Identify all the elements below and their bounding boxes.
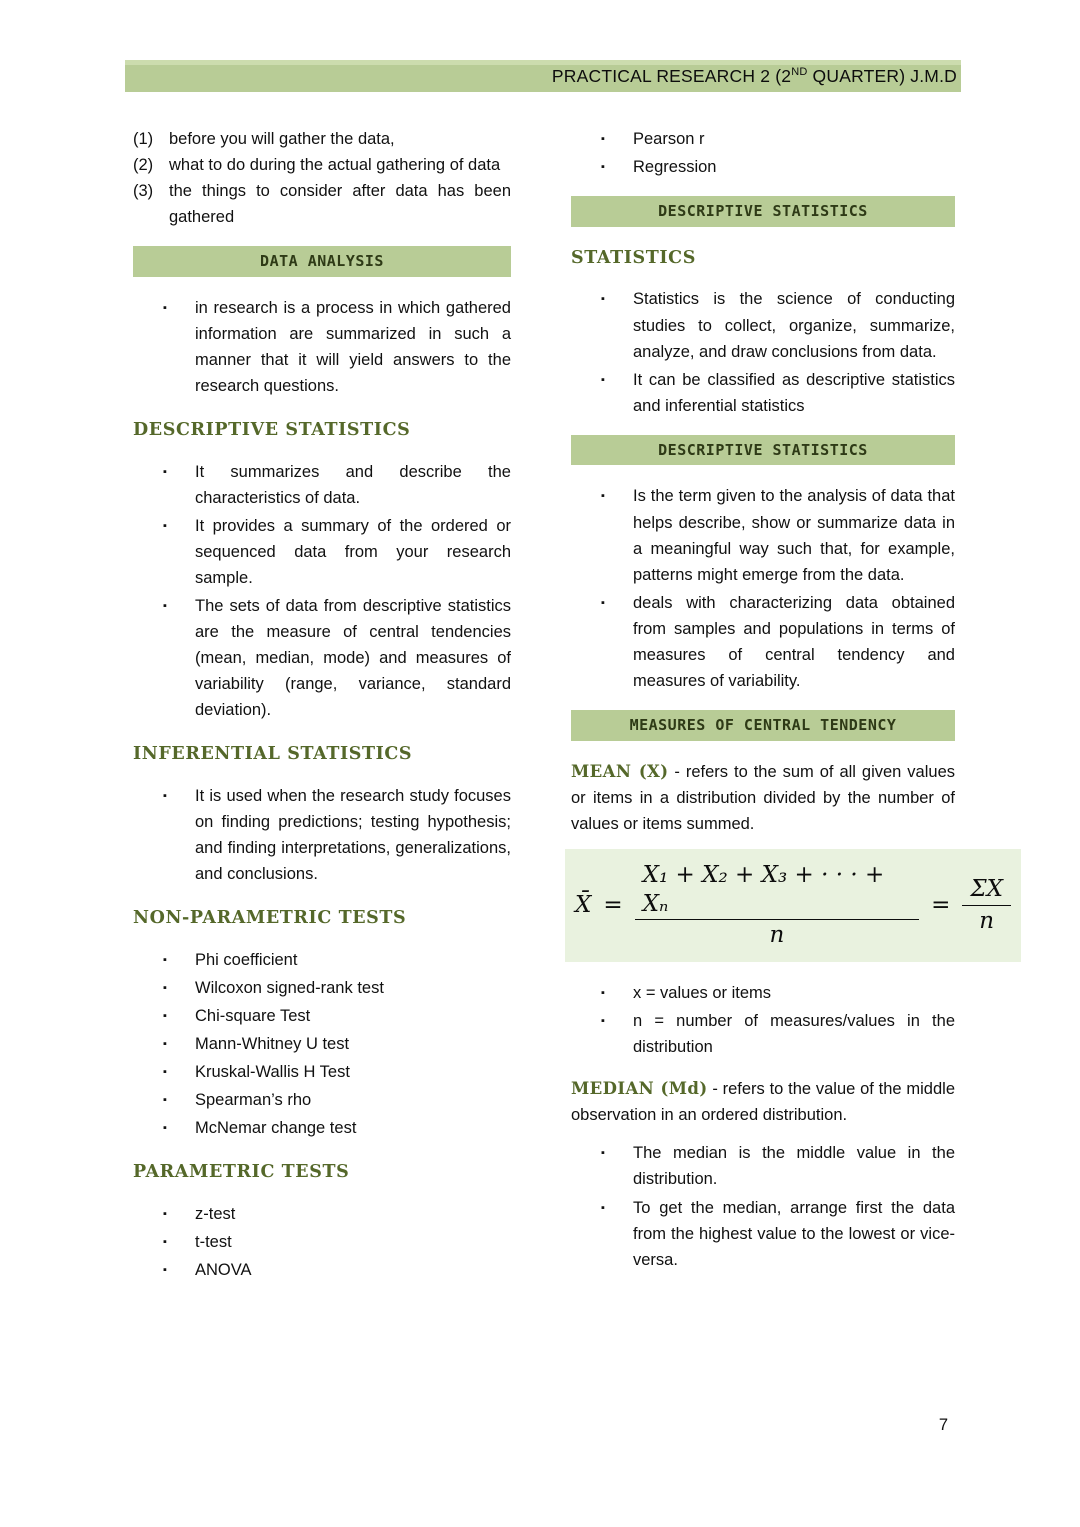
list-item bbox=[571, 367, 955, 419]
bullet-icon bbox=[601, 286, 633, 364]
list-item bbox=[571, 1195, 955, 1273]
nonparametric-tests-bullets bbox=[133, 947, 511, 1141]
formula-fraction-sum bbox=[635, 861, 919, 950]
formula-numerator-sigma: ΣX bbox=[962, 875, 1011, 906]
list-item bbox=[571, 1140, 955, 1192]
statistics-bullets bbox=[571, 286, 955, 418]
mean-definition-text: - refers to the sum of all given values or items in a distribution divided by the number of values or items summed. bbox=[571, 762, 955, 833]
left-column bbox=[133, 126, 511, 1285]
bullet-icon bbox=[163, 459, 195, 511]
bullet-icon bbox=[601, 980, 633, 1006]
list-item bbox=[133, 1031, 511, 1057]
bullet-icon bbox=[601, 367, 633, 419]
bullet-text: Mann-Whitney U test bbox=[195, 1035, 350, 1054]
heading-inferential-statistics: INFERENTIAL STATISTICS bbox=[133, 744, 413, 765]
median-definition-text: - refers to the value of the middle observation in an ordered distribution. bbox=[571, 1080, 956, 1125]
heading-statistics: STATISTICS bbox=[571, 247, 696, 268]
list-item bbox=[133, 1059, 511, 1085]
parametric-tests-bullets bbox=[133, 1201, 511, 1283]
bullet-icon bbox=[163, 295, 195, 399]
bullet-text: Statistics is the science of conducting studies to collect, organize, summarize, analyze, and draw conclusions from data. bbox=[633, 290, 955, 361]
mean-variable-bullets bbox=[571, 980, 955, 1060]
page-title-text: PRACTICAL RESEARCH 2 (2 bbox=[551, 65, 792, 86]
bullet-icon bbox=[163, 947, 195, 973]
formula-equals-1: = bbox=[603, 892, 623, 919]
list-item bbox=[571, 286, 955, 364]
bullet-text: It provides a summary of the ordered or sequenced data from your research sample. bbox=[195, 516, 511, 588]
heading-descriptive-statistics: DESCRIPTIVE STATISTICS bbox=[133, 420, 411, 441]
item-number: (3) bbox=[133, 182, 154, 201]
page-title-text-end: QUARTER) J.M.D bbox=[807, 65, 957, 86]
page-title-superscript: ND bbox=[791, 65, 808, 78]
bullet-text: It can be classified as descriptive statistics and inferential statistics bbox=[633, 370, 955, 415]
median-definition bbox=[571, 1076, 955, 1128]
list-item bbox=[133, 1003, 511, 1029]
bullet-text: x = values or items bbox=[633, 984, 772, 1003]
bullet-icon bbox=[163, 1059, 195, 1085]
bullet-icon bbox=[163, 1003, 195, 1029]
list-item bbox=[133, 1257, 511, 1283]
bullet-icon bbox=[163, 1257, 195, 1283]
list-item bbox=[133, 295, 511, 399]
list-item bbox=[133, 1229, 511, 1255]
bullet-text: Chi-square Test bbox=[195, 1007, 311, 1026]
bullet-text: z-test bbox=[195, 1205, 236, 1224]
bullet-icon bbox=[163, 1201, 195, 1227]
list-item bbox=[571, 154, 955, 180]
bullet-icon bbox=[163, 513, 195, 591]
descriptive-statistics-bullets bbox=[133, 459, 511, 724]
bullet-text: Is the term given to the analysis of data that helps describe, show or summarize data in a meaningful way such that, for example, patterns might emerge from the data. bbox=[633, 487, 955, 584]
mean-formula bbox=[565, 849, 1021, 962]
bullet-text: Regression bbox=[633, 158, 717, 177]
page-number: 7 bbox=[938, 1416, 948, 1434]
formula-denominator: n bbox=[769, 922, 785, 949]
mean-term: MEAN (X) bbox=[571, 761, 669, 781]
mean-definition bbox=[571, 759, 955, 837]
item-text: what to do during the actual gathering of data bbox=[169, 156, 501, 175]
median-term: MEDIAN (Md) bbox=[571, 1079, 708, 1099]
bullet-icon bbox=[601, 126, 633, 152]
list-item bbox=[571, 590, 955, 694]
bullet-text: It summarizes and describe the characteristics of data. bbox=[195, 462, 511, 507]
bullet-text: ANOVA bbox=[195, 1261, 252, 1280]
inferential-statistics-bullets bbox=[133, 783, 511, 887]
parametric-tests-continued-bullets bbox=[571, 126, 955, 180]
list-item bbox=[133, 1201, 511, 1227]
numbered-item bbox=[133, 152, 511, 178]
formula-equals-2: = bbox=[931, 892, 951, 919]
item-number: (2) bbox=[133, 156, 154, 175]
list-item bbox=[133, 783, 511, 887]
item-text: the things to consider after data has been gathered bbox=[169, 182, 511, 227]
bullet-icon bbox=[601, 1008, 633, 1060]
list-item bbox=[571, 1008, 955, 1060]
formula-fraction-sigma bbox=[962, 875, 1011, 936]
list-item bbox=[133, 975, 511, 1001]
descriptive-statistics-definition-bullets bbox=[571, 483, 955, 694]
bullet-icon bbox=[163, 1229, 195, 1255]
list-item bbox=[571, 980, 955, 1006]
bullet-text: t-test bbox=[195, 1233, 232, 1252]
numbered-item bbox=[133, 126, 511, 152]
median-bullets bbox=[571, 1140, 955, 1272]
banner-descriptive-statistics-2: DESCRIPTIVE STATISTICS bbox=[571, 435, 955, 466]
bullet-icon bbox=[163, 1031, 195, 1057]
bullet-text: deals with characterizing data obtained from samples and populations in terms of measures of central tendency and measures of variability. bbox=[633, 593, 955, 690]
banner-data-analysis: DATA ANALYSIS bbox=[133, 246, 511, 277]
bullet-icon bbox=[601, 590, 633, 694]
bullet-icon bbox=[601, 154, 633, 180]
bullet-text: Pearson r bbox=[633, 130, 705, 148]
item-text: before you will gather the data, bbox=[169, 130, 395, 148]
bullet-icon bbox=[163, 783, 195, 887]
bullet-icon bbox=[601, 483, 633, 587]
bullet-text: Phi coefficient bbox=[195, 950, 298, 969]
bullet-text: n = number of measures/values in the distribution bbox=[633, 1012, 955, 1057]
header-bar bbox=[125, 60, 961, 92]
list-item bbox=[133, 593, 511, 723]
banner-measures-of-central-tendency: MEASURES OF CENTRAL TENDENCY bbox=[571, 710, 955, 741]
bullet-text: Spearman’s rho bbox=[195, 1091, 312, 1110]
list-item bbox=[571, 483, 955, 587]
bullet-icon bbox=[601, 1195, 633, 1273]
bullet-text: The median is the middle value in the distribution. bbox=[633, 1144, 955, 1189]
page-title bbox=[552, 66, 957, 87]
bullet-text: Kruskal-Wallis H Test bbox=[195, 1063, 350, 1082]
intro-numbered-list bbox=[133, 126, 511, 230]
data-analysis-bullets bbox=[133, 295, 511, 399]
heading-parametric-tests: PARAMETRIC TESTS bbox=[133, 1162, 350, 1183]
list-item bbox=[571, 126, 955, 152]
bullet-icon bbox=[601, 1140, 633, 1192]
bullet-icon bbox=[163, 975, 195, 1001]
numbered-item bbox=[133, 178, 511, 230]
list-item bbox=[133, 1087, 511, 1113]
formula-xbar: X̄ bbox=[575, 892, 592, 919]
list-item bbox=[133, 1115, 511, 1141]
bullet-text: Wilcoxon signed-rank test bbox=[195, 979, 384, 998]
list-item bbox=[133, 513, 511, 591]
formula-denominator-sigma: n bbox=[979, 907, 995, 934]
bullet-icon bbox=[163, 1087, 195, 1113]
bullet-text: McNemar change test bbox=[195, 1119, 357, 1138]
bullet-icon bbox=[163, 593, 195, 723]
bullet-icon bbox=[163, 1115, 195, 1141]
bullet-text: It is used when the research study focuses on finding predictions; testing hypothesis; and finding interpretations, generalizations, and conclusions. bbox=[195, 787, 511, 884]
item-number: (1) bbox=[133, 130, 154, 148]
list-item bbox=[133, 947, 511, 973]
banner-descriptive-statistics: DESCRIPTIVE STATISTICS bbox=[571, 196, 955, 227]
formula-numerator: X₁ + X₂ + X₃ + · · · + Xₙ bbox=[635, 861, 919, 921]
bullet-text: The sets of data from descriptive statistics are the measure of central tendencies (mean, median, mode) and measures of variability (range, variance, standard deviation). bbox=[195, 597, 511, 720]
bullet-text: in research is a process in which gathered information are summarized in such a manner that it will yield answers to the research questions. bbox=[195, 298, 511, 396]
heading-nonparametric-tests: NON-PARAMETRIC TESTS bbox=[133, 908, 407, 929]
bullet-text: To get the median, arrange first the data from the highest value to the lowest or vice-versa. bbox=[633, 1198, 955, 1269]
list-item bbox=[133, 459, 511, 511]
